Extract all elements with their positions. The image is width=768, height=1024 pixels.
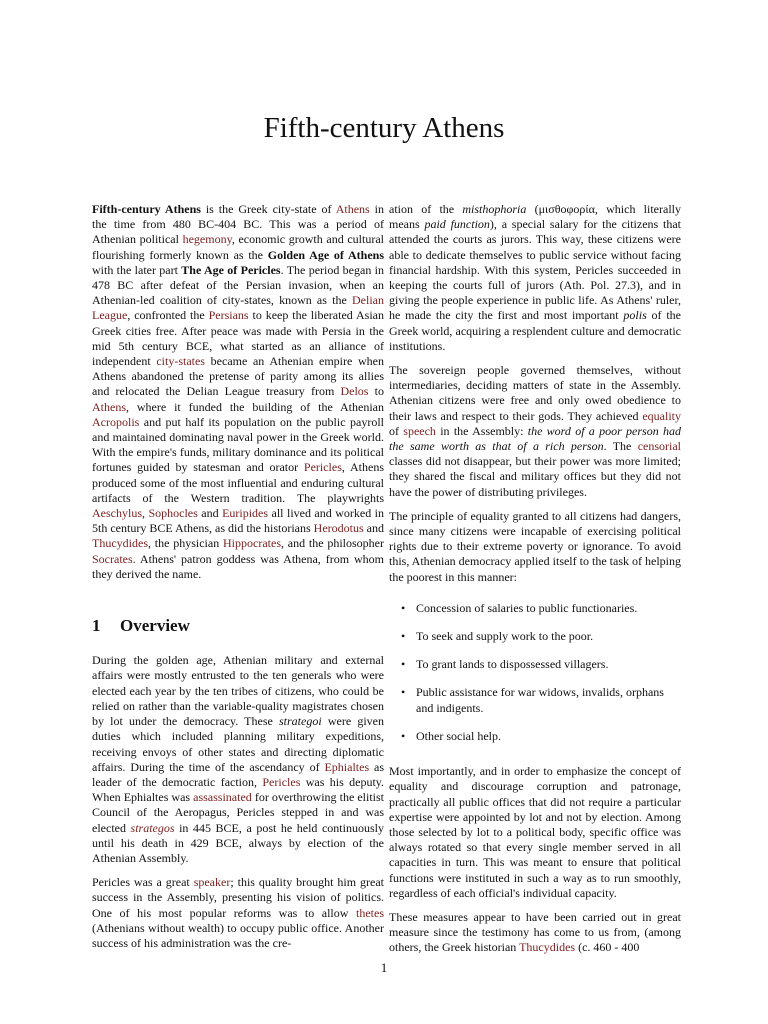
bullet-icon: • [401,728,406,743]
overview-paragraph-1 [92,653,384,866]
text-run: , the physician [148,536,224,551]
text-run: . The period began in 478 BC after defeat of the Persian invasion, when an Athenian-led coalition of city-states, known as the [92,262,384,308]
text-run: to keep the liberated Asian Greek cities free. After peace was made with Persia in the mid 5th century BCE, what started as an alliance of independent [92,308,384,369]
overview-paragraph-2 [92,875,384,951]
text-run: for overthrowing the elitist Council of the Aeropagus, Pericles stepped in and was elected [92,790,384,835]
public-offices-paragraph [389,764,681,901]
text-run: During the golden age, Athenian military and external affairs were mostly entrusted to the ten generals who were elected each year by the ten tribes of citizens, who could be relied on rather than the variable-quality magistrates chosen by lot under the democracy. These [92,653,384,729]
italic-text: strategoi [278,714,322,729]
bullet-icon: • [401,657,406,672]
text-link[interactable]: Delian League [92,293,384,323]
text-run: Pericles was a great [92,875,194,890]
section-title: Overview [120,616,190,636]
text-link[interactable]: Ephialtes [324,759,370,774]
text-run: in the time from 480 BC-404 BC. This was a period of Athenian political [92,202,384,247]
text-link[interactable]: thetes [356,905,384,920]
list-item: • Other social help. [401,728,501,743]
text-run: of the Greek world, acquiring a resplendent culture and democratic institutions. [389,308,682,353]
section-number: 1 [92,616,101,636]
text-run: Most importantly, and in order to emphasize the concept of equality and discourage corruption and patronage, practically all public offices that did not require a particular expertise were appointed by lot and not by election. Among those selected by lot to a political body, specific office was always rotated so that every single member served in all capacities in turn. This was meant to ensure that political functions were instituted in such a way as to run smoothly, regardless of each official's individual capacity. [389,764,681,900]
text-run: , Athens produced some of the most influential and enduring cultural artifacts of the Western tradition. The playwrights [92,460,384,505]
text-run: , [142,506,149,521]
intro-paragraph [92,202,384,582]
bullet-icon: • [401,600,406,615]
text-run: classes did not disappear, but their power was more limited; they shared the fiscal and military offices but they did not have the power of distributing privileges. [389,454,681,499]
text-link[interactable]: Hippocrates [223,536,281,551]
text-link[interactable]: Thucydides [92,536,148,551]
text-run: (Athenians without wealth) to occupy public office. Another success of his administration was the cre- [92,920,384,950]
text-link[interactable]: Thucydides [519,940,576,955]
text-run: with the later part [92,262,182,277]
text-link[interactable]: Socrates [92,551,133,566]
text-run: and [363,521,384,536]
text-run: (μισθοφορία, which literally means [389,202,681,232]
text-link[interactable]: city-states [156,354,205,369]
text-run: ation of the [389,202,463,216]
bullet-icon: • [401,685,406,700]
text-run: ), a special salary for the citizens that attended the courts as jurors. This way, these citizens were able to dedicate themselves to public service without facing financial hardship. With this system, Pericles succeeded in keeping the courts full of jurors (Ath. Pol. 27.3), and in giving the people experience in public life. As Athens' ruler, he made the city the first and most important [389,217,681,323]
text-run: The principle of equality granted to all citizens had dangers, since many citizens were incapable of exercising political rights due to their extreme poverty or ignorance. To avoid this, Athenian democracy applied itself to the task of helping the poorest in this manner: [389,508,681,584]
text-link[interactable]: strategos [130,820,175,835]
sovereign-people-paragraph [389,363,681,500]
measures-paragraph [389,910,681,956]
text-link[interactable]: censorial [637,439,681,454]
text-run: (c. 460 - 400 [575,940,640,955]
text-link[interactable]: equality [642,408,681,423]
text-link[interactable]: Persians [208,308,249,323]
document-title: Fifth-century Athens [263,112,505,144]
text-link[interactable]: Athens [92,399,126,414]
right-column [389,202,681,965]
page-number: 1 [380,960,388,975]
italic-text: misthophoria [462,202,527,216]
bold-text: Fifth-century Athens [92,202,201,216]
text-run: to [368,384,384,399]
text-run: The sovereign people governed themselves, without intermediaries, deciding matters of state in the Assembly. Athenian citizens were free and only owed obedience to their laws and respect to their gods. They achieved [389,363,681,423]
left-column [92,202,384,960]
text-run: is the Greek city-state of [200,202,336,216]
text-run: became an Athenian empire when Athens abandoned the pretense of parity among its allies and relocated the Delian League treasury from [92,354,384,399]
italic-text: paid function [424,217,490,232]
text-link[interactable]: Acropolis [92,414,140,429]
italic-text: polis [623,308,647,323]
text-run: , where it funded the building of the Athenian [126,399,384,414]
list-item: • Public assistance for war widows, invalids, orphans and indigents. [401,685,664,715]
text-link[interactable]: Euripides [222,506,269,521]
list-item: • Concession of salaries to public functionaries. [401,600,638,615]
text-link[interactable]: Pericles [303,460,342,475]
bullet-icon: • [401,629,406,644]
text-run: These measures appear to have been carried out in great measure since the testimony has come to us from, (among others, the Greek historian [389,909,681,955]
italic-text: the word of a poor person had the same worth as that of a rich person [389,423,681,454]
text-link[interactable]: Sophocles [148,506,198,521]
text-run: in the Assembly: [435,423,528,438]
bold-text: The Age of Pericles [181,262,281,277]
text-run: all lived and worked in 5th century BCE Athens, as did the historians [92,506,385,536]
bold-text: Golden Age of Athens [267,247,385,262]
text-link[interactable]: Aeschylus [92,506,142,521]
misthophoria-paragraph [389,202,681,354]
text-link[interactable]: hegemony [182,232,232,247]
text-run: , economic growth and cultural flourishing formerly known as the [92,232,384,262]
text-run: . Athens' patron goddess was Athena, from whom they derived the name. [92,551,384,581]
text-run: were given duties which included planning military expeditions, receiving envoys of other states and directing diplomatic affairs. During the time of the ascendancy of [92,714,384,774]
text-run: , confronted the [127,308,209,323]
text-run: , and the philosopher [281,536,384,551]
text-run: and put half its population on the public payroll and maintained dominating naval power in the Greek world. With the empire's funds, military dominance and its political fortunes guided by statesman and orator [92,414,384,475]
text-link[interactable]: Pericles [262,774,301,789]
section-heading-overview [92,616,384,636]
text-link[interactable]: speaker [193,875,231,890]
text-link[interactable]: Herodotus [313,521,364,536]
list-item: • To seek and supply work to the poor. [401,629,594,644]
text-link[interactable]: Athens [335,202,370,216]
text-link[interactable]: Delos [340,384,369,399]
text-run: was his deputy. When Ephialtes was [92,774,384,805]
equality-principle-paragraph [389,509,681,585]
text-link[interactable]: speech [403,423,436,438]
text-link[interactable]: assassinated [193,790,252,805]
assistance-list [389,601,681,744]
text-run: and [197,506,223,521]
text-run: ; this quality brought him great success in the Assembly, presenting his vision of politics. One of his most popular reforms was to allow [92,875,384,920]
text-run: of [389,423,404,438]
text-run: in 445 BCE, a post he held continuously until his death in 429 BCE, always by election of the Athenian Assembly. [92,820,384,865]
text-run: . The [603,439,638,454]
text-run: as leader of the democratic faction, [92,759,384,789]
list-item: • To grant lands to dispossessed villagers. [401,657,609,672]
